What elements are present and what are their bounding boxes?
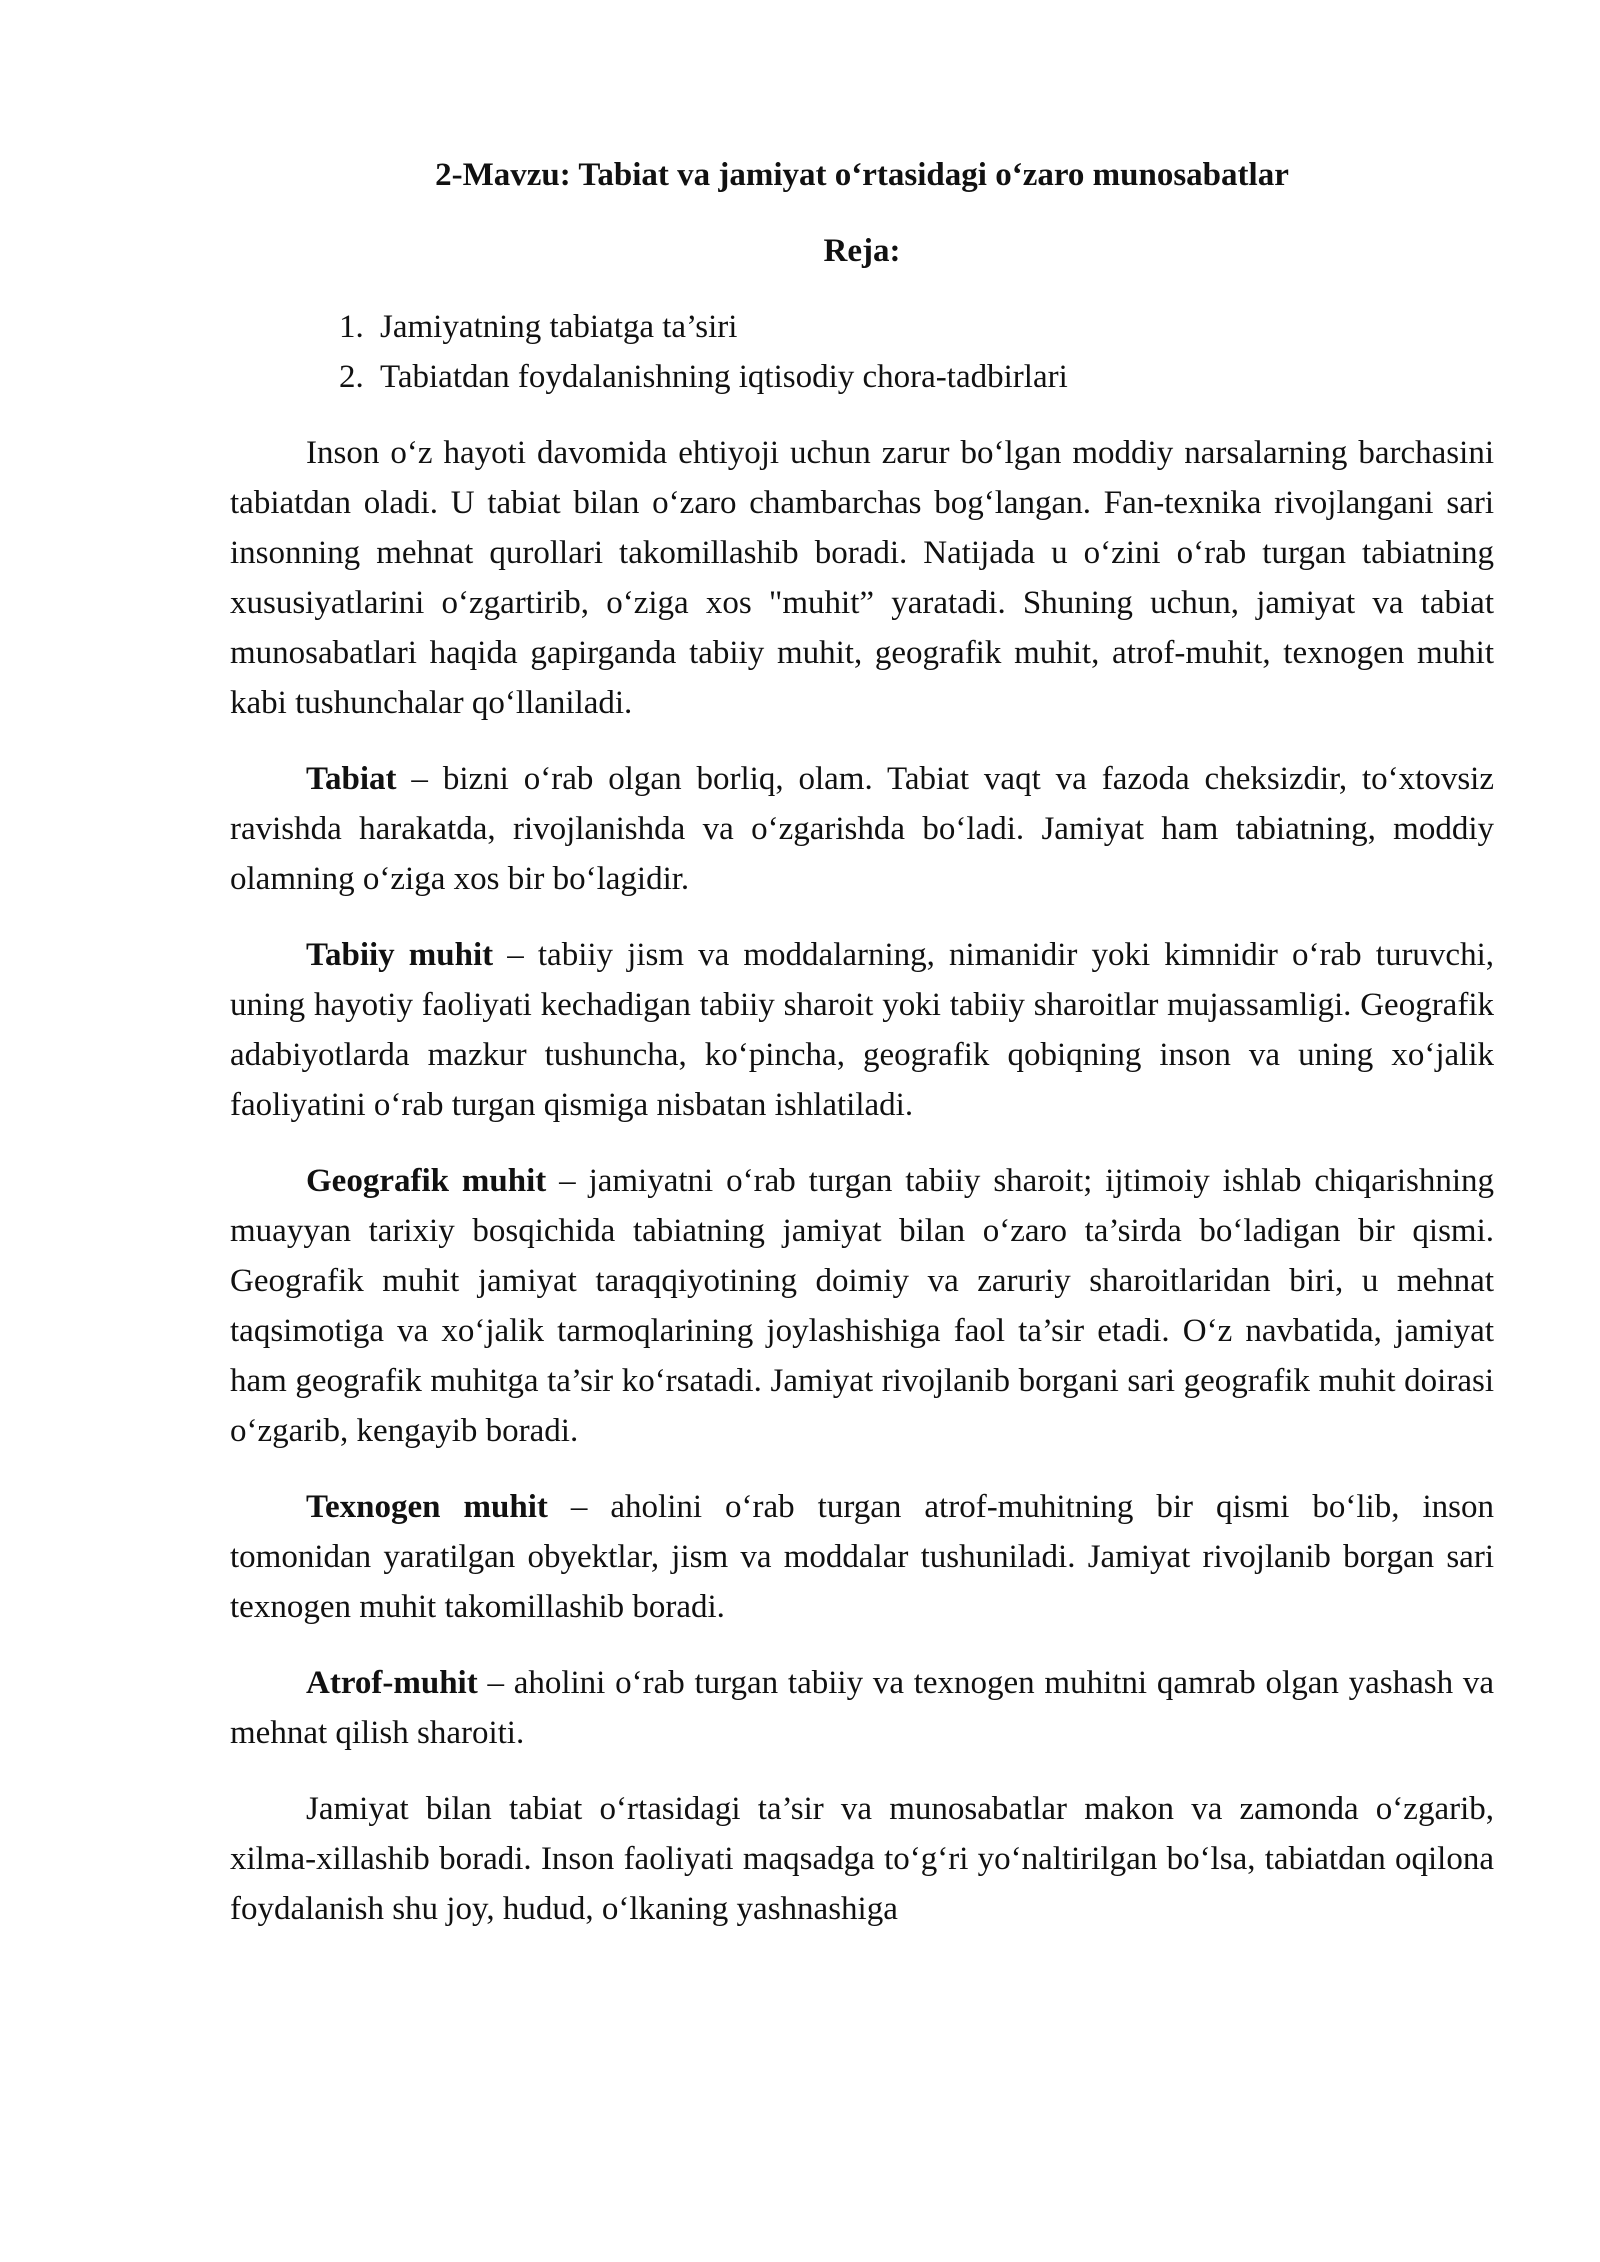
definition-term: Atrof-muhit xyxy=(306,1665,478,1701)
definition-text: – tabiiy jism va moddalarning, nimanidir yoki kimnidir o‘rab turuvchi, uning hayotiy faoliyati kechadigan tabiiy sharoit yoki tabiiy sharoitlar mujassamligi. Geografik adabiyotlarda mazkur tushuncha, ko‘pincha, geografik qobiqning inson va uning xo‘jalik faoliyatini o‘rab turgan qismiga nisbatan ishlatiladi. xyxy=(230,937,1494,1123)
definition-paragraph-geografik-muhit xyxy=(230,1156,1494,1456)
definition-paragraph-tabiat xyxy=(230,754,1494,904)
definition-term: Texnogen muhit xyxy=(306,1489,548,1525)
definition-term: Tabiat xyxy=(306,761,397,797)
plan-heading: Reja: xyxy=(823,233,901,269)
plan-item: 2. Tabiatdan foydalanishning iqtisodiy chora-tadbirlari xyxy=(372,352,1494,402)
intro-paragraph: Inson o‘z hayoti davomida ehtiyoji uchun zarur bo‘lgan moddiy narsalarning barchasini tabiatdan oladi. U tabiat bilan o‘zaro chambarchas bog‘langan. Fan-texnika rivojlangani sari insonning mehnat qurollari takomillashib boradi. Natijada u o‘zini o‘rab turgan tabiatning xususiyatlarini o‘zgartirib, o‘ziga xos "muhit” yaratadi. Shuning uchun, jamiyat va tabiat munosabatlari haqida gapirganda tabiiy muhit, geografik muhit, atrof-muhit, texnogen muhit kabi tushunchalar qo‘llaniladi. xyxy=(230,435,1494,721)
definition-term: Tabiiy muhit xyxy=(306,937,494,973)
definition-text: – aholini o‘rab turgan atrof-muhitning bir qismi bo‘lib, inson tomonidan yaratilgan obyektlar, jism va moddalar tushuniladi. Jamiyat rivojlanib borgan sari texnogen muhit takomillashib boradi. xyxy=(230,1489,1494,1625)
definition-paragraph-texnogen-muhit xyxy=(230,1482,1494,1632)
closing-paragraph: Jamiyat bilan tabiat o‘rtasidagi ta’sir va munosabatlar makon va zamonda o‘zgarib, xilma-xillashib boradi. Inson faoliyati maqsadga to‘g‘ri yo‘naltirilgan bo‘lsa, tabiatdan oqilona foydalanish shu joy, hudud, o‘lkaning yashnashiga xyxy=(230,1791,1494,1927)
definition-text: – aholini o‘rab turgan tabiiy va texnogen muhitni qamrab olgan yashash va mehnat qilish sharoiti. xyxy=(230,1665,1494,1751)
definition-term: Geografik muhit xyxy=(306,1163,547,1199)
plan-list xyxy=(230,302,1494,402)
definition-text: – bizni o‘rab olgan borliq, olam. Tabiat vaqt va fazoda cheksizdir, to‘xtovsiz ravishda harakatda, rivojlanishda va o‘zgarishda bo‘ladi. Jamiyat ham tabiatning, moddiy olamning o‘ziga xos bir bo‘lagidir. xyxy=(230,761,1494,897)
definition-text: – jamiyatni o‘rab turgan tabiiy sharoit; ijtimoiy ishlab chiqarishning muayyan tarixiy bosqichida tabiatning jamiyat bilan o‘zaro ta’sirda bo‘ladigan bir qismi. Geografik muhit jamiyat taraqqiyotining doimiy va zaruriy sharoitlaridan biri, u mehnat taqsimotiga va xo‘jalik tarmoqlarining joylashishiga faol ta’sir etadi. O‘z navbatida, jamiyat ham geografik muhitga ta’sir ko‘rsatadi. Jamiyat rivojlanib borgani sari geografik muhit doirasi o‘zgarib, kengayib boradi. xyxy=(230,1163,1495,1449)
document-page xyxy=(230,150,1494,1960)
plan-item: 1. Jamiyatning tabiatga ta’siri xyxy=(372,302,1494,352)
document-title: 2-Mavzu: Tabiat va jamiyat o‘rtasidagi o‘zaro munosabatlar xyxy=(435,157,1289,193)
definition-paragraph-tabiiy-muhit xyxy=(230,930,1494,1130)
definition-paragraph-atrof-muhit xyxy=(230,1658,1494,1758)
